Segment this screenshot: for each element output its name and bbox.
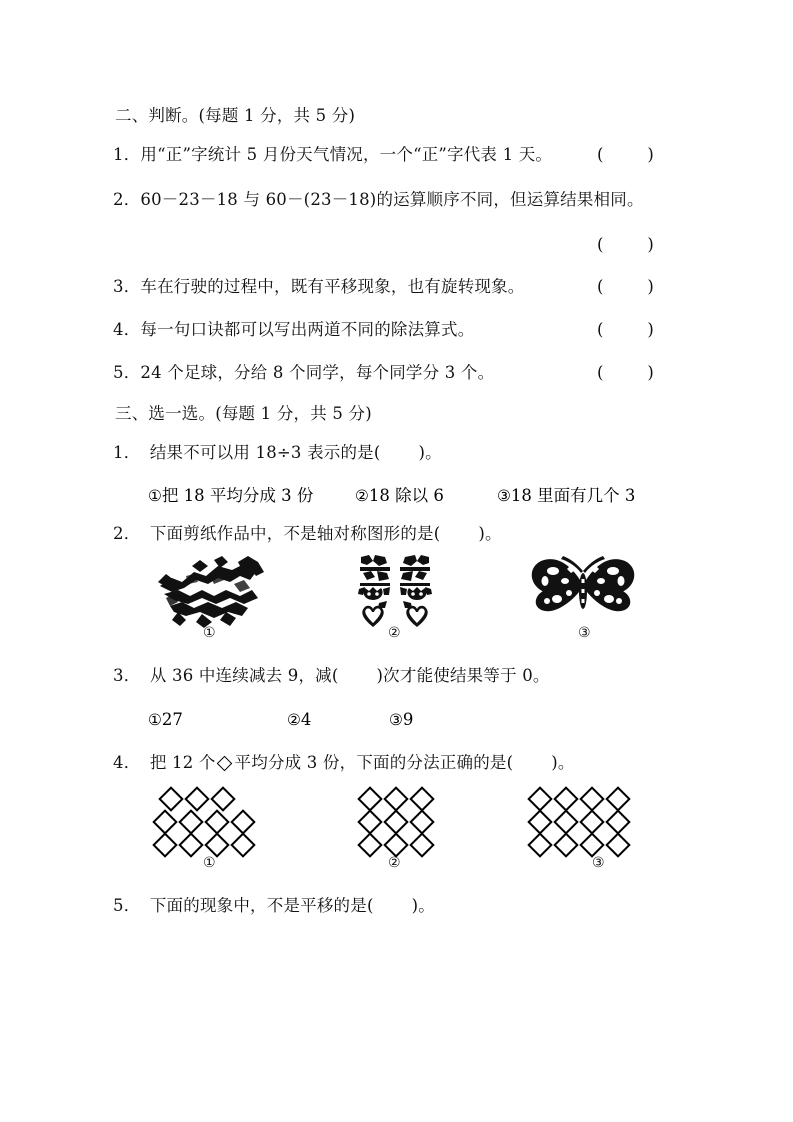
tf-item-1-text: 用“正”字统计 5 月份天气情况，一个“正”字代表 1 天。 [140, 145, 553, 164]
mc-item-3-stem-after: )次才能使结果等于 0。 [376, 666, 550, 685]
mc-item-1-option-3[interactable] [497, 482, 635, 506]
diamond-group-1-label: ① [203, 855, 216, 871]
paren-close: ) [647, 235, 654, 254]
mc-item-1-stem-before: 结果不可以用 18÷3 表示的是( [149, 443, 381, 462]
mc-item-5-stem-after: )。 [411, 896, 435, 915]
mc-item-2-stem [113, 524, 502, 544]
paren-close: ) [647, 145, 654, 164]
tf-item-2 [113, 190, 644, 210]
section-heading-true-false: 二、判断。(每题 1 分，共 5 分) [115, 106, 356, 125]
option-label: 27 [161, 710, 183, 729]
tf-item-1-number: 1． [113, 145, 141, 164]
mc-item-1-option-1[interactable] [148, 482, 313, 506]
tf-item-1-answer-blank[interactable] [597, 145, 654, 165]
option-label: 18 除以 6 [368, 486, 444, 505]
option-label: 9 [402, 710, 414, 729]
paren-open: ( [597, 320, 604, 339]
tf-item-1 [113, 145, 552, 165]
paren-open: ( [597, 145, 604, 164]
tf-item-5-answer-blank[interactable] [597, 363, 654, 383]
mc-item-1-stem-after: )。 [418, 443, 442, 462]
diamond-cell [152, 832, 178, 858]
mc-item-2-stem-before: 下面剪纸作品中，不是轴对称图形的是( [149, 524, 441, 543]
tf-item-5 [113, 363, 494, 383]
mc-item-5-stem [113, 896, 435, 916]
mc-item-1-stem [113, 443, 442, 463]
mc-item-4-stem-after: )。 [551, 753, 575, 772]
mc-item-5-stem-before: 下面的现象中，不是平移的是( [149, 896, 374, 915]
section-heading-multiple-choice: 三、选一选。(每题 1 分，共 5 分) [115, 404, 372, 423]
mc-item-1-option-2[interactable] [355, 482, 444, 506]
paren-open: ( [597, 363, 604, 382]
dragon-papercut-icon[interactable] [152, 552, 267, 630]
mc-item-3-option-1[interactable] [148, 710, 183, 729]
mc-item-3-number: 3． [113, 666, 141, 685]
paren-open: ( [597, 277, 604, 296]
tf-item-3-number: 3． [113, 277, 141, 296]
diamond-cell [178, 832, 204, 858]
mc-item-3-option-2[interactable] [287, 710, 311, 729]
diamond-cell [605, 832, 631, 858]
diamond-cell [357, 832, 383, 858]
diamond-glyph-icon [216, 756, 232, 772]
mc-item-4-number: 4． [113, 753, 141, 772]
option-marker: ② [355, 487, 369, 505]
diamond-cell [527, 832, 553, 858]
mc-item-1-number: 1． [113, 443, 141, 462]
option-marker: ③ [389, 711, 403, 729]
mc-item-2-number: 2． [113, 524, 141, 543]
tf-item-2-text: 60－23－18 与 60－(23－18)的运算顺序不同，但运算结果相同。 [140, 190, 644, 209]
mc-item-4-stem-before: 把 12 个 [149, 753, 216, 772]
butterfly-papercut-icon[interactable] [527, 551, 639, 631]
tf-item-2-number: 2． [113, 190, 141, 209]
paren-close: ) [647, 363, 654, 382]
papercut-2-label: ② [388, 625, 401, 641]
option-marker: ① [148, 487, 162, 505]
mc-item-5-number: 5． [113, 896, 141, 915]
paren-close: ) [647, 320, 654, 339]
tf-item-3-text: 车在行驶的过程中，既有平移现象，也有旋转现象。 [140, 277, 525, 296]
mc-item-2-stem-after: )。 [478, 524, 502, 543]
double-happiness-hearts-papercut-icon[interactable] [357, 553, 433, 629]
tf-item-5-text: 24 个足球，分给 8 个同学，每个同学分 3 个。 [140, 363, 495, 382]
tf-item-3-answer-blank[interactable] [597, 277, 654, 297]
option-marker: ③ [497, 487, 511, 505]
option-marker: ① [148, 711, 162, 729]
mc-item-3-stem [113, 666, 550, 686]
tf-item-4-text: 每一句口诀都可以写出两道不同的除法算式。 [140, 320, 475, 339]
paren-close: ) [647, 277, 654, 296]
diamond-cell [409, 832, 435, 858]
tf-item-4 [113, 320, 474, 340]
diamond-group-1[interactable] [152, 786, 256, 858]
option-label: 18 里面有几个 3 [510, 486, 636, 505]
diamond-group-3-label: ③ [592, 855, 605, 871]
diamond-group-2[interactable] [357, 786, 435, 858]
tf-item-4-answer-blank[interactable] [597, 320, 654, 340]
diamond-group-3[interactable] [527, 786, 631, 858]
diamond-group-2-label: ② [388, 855, 401, 871]
tf-item-2-answer-blank[interactable] [597, 235, 654, 255]
mc-item-4-stem-middle: 平均分成 3 份，下面的分法正确的是( [234, 753, 514, 772]
option-label: 把 18 平均分成 3 份 [161, 486, 314, 505]
tf-item-3 [113, 277, 525, 297]
mc-item-3-option-3[interactable] [389, 710, 413, 729]
diamond-cell [230, 832, 256, 858]
option-label: 4 [300, 710, 312, 729]
option-marker: ② [287, 711, 301, 729]
papercut-3-label: ③ [578, 625, 591, 641]
paren-open: ( [597, 235, 604, 254]
tf-item-5-number: 5． [113, 363, 141, 382]
tf-item-4-number: 4． [113, 320, 141, 339]
diamond-cell [553, 832, 579, 858]
mc-item-4-stem [113, 753, 575, 773]
papercut-1-label: ① [203, 625, 216, 641]
mc-item-3-stem-before: 从 36 中连续减去 9，减( [149, 666, 339, 685]
